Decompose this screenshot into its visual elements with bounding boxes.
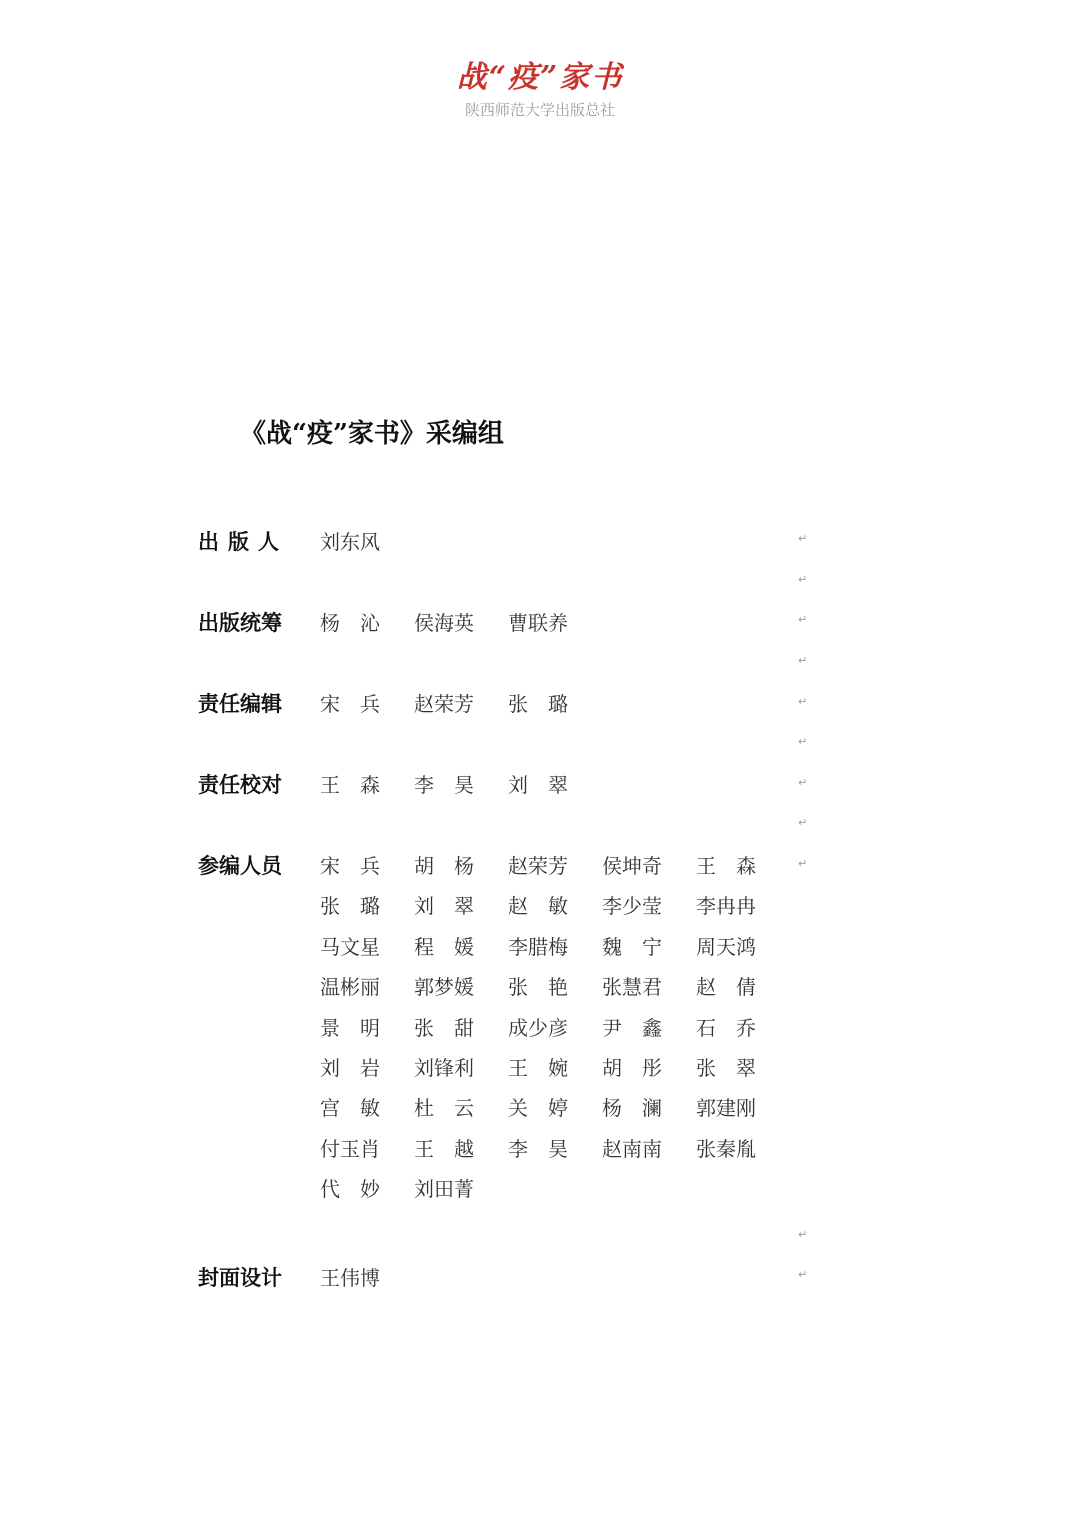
credit-name: 刘东风 xyxy=(320,530,380,554)
credit-name: 赵南南 xyxy=(602,1136,662,1161)
credit-role: 责任编辑 xyxy=(198,691,282,716)
paragraph-mark: ↵ xyxy=(798,695,808,708)
paragraph-mark: ↵ xyxy=(798,816,808,829)
credit-name: 张 甜 xyxy=(414,1015,474,1040)
credit-name: 付玉肖 xyxy=(320,1136,380,1161)
credit-role: 责任校对 xyxy=(198,772,282,797)
credit-name: 宫 敏 xyxy=(320,1096,380,1121)
credit-name: 张 艳 xyxy=(508,975,568,1000)
credit-name: 侯海英 xyxy=(414,611,474,635)
credit-name: 成少彦 xyxy=(508,1015,568,1040)
credit-name: 杨 沁 xyxy=(320,611,380,635)
credit-name: 王 森 xyxy=(696,854,756,878)
paragraph-mark: ↵ xyxy=(798,776,808,789)
paragraph-mark: ↵ xyxy=(798,857,808,870)
credit-name: 杜 云 xyxy=(414,1096,474,1121)
credit-name: 马文星 xyxy=(320,934,380,959)
credit-name: 胡 杨 xyxy=(414,854,474,878)
credit-name: 郭梦媛 xyxy=(414,975,474,1000)
credit-name: 张 璐 xyxy=(508,692,568,716)
credit-role: 封面设计 xyxy=(198,1265,282,1290)
credit-name: 赵荣芳 xyxy=(414,692,474,716)
credit-name: 代 妙 xyxy=(320,1177,380,1202)
credit-name: 赵 敏 xyxy=(508,894,568,919)
credit-name: 王 越 xyxy=(414,1136,474,1161)
credit-name: 郭建刚 xyxy=(696,1096,756,1121)
paragraph-mark: ↵ xyxy=(798,573,808,586)
paragraph-mark: ↵ xyxy=(798,654,808,667)
credit-name: 杨 澜 xyxy=(602,1096,662,1121)
credit-name: 刘 翠 xyxy=(508,773,568,797)
credit-name: 李少莹 xyxy=(602,894,662,919)
credit-name: 李腊梅 xyxy=(508,934,568,959)
paragraph-mark: ↵ xyxy=(798,1228,808,1241)
paragraph-mark: ↵ xyxy=(798,1268,808,1281)
credit-name: 李 昊 xyxy=(414,773,474,797)
paragraph-mark: ↵ xyxy=(798,613,808,626)
credit-name: 张 璐 xyxy=(320,894,380,919)
paragraph-mark: ↵ xyxy=(798,532,808,545)
credit-name: 赵荣芳 xyxy=(508,854,568,878)
credit-name: 刘田菁 xyxy=(414,1177,474,1202)
credit-name: 王 森 xyxy=(320,773,380,797)
credit-name: 关 婷 xyxy=(508,1096,568,1121)
credit-role: 参编人员 xyxy=(198,853,282,878)
page-title: 《战“疫”家书》采编组 xyxy=(240,419,504,449)
header xyxy=(0,58,1080,120)
credit-name: 侯坤奇 xyxy=(602,854,662,878)
credit-name: 宋 兵 xyxy=(320,854,380,878)
credit-name: 宋 兵 xyxy=(320,692,380,716)
paragraph-mark: ↵ xyxy=(798,735,808,748)
publisher-name: 陕西师范大学出版总社 xyxy=(464,101,615,119)
credit-name: 赵 倩 xyxy=(696,975,756,1000)
credit-name: 周天鸿 xyxy=(696,934,756,959)
credit-name: 张秦胤 xyxy=(696,1136,756,1161)
credit-name: 刘 岩 xyxy=(320,1056,380,1080)
credit-name: 温彬丽 xyxy=(320,975,380,1000)
credit-name: 李冉冉 xyxy=(696,894,756,919)
credit-name: 尹 鑫 xyxy=(602,1015,662,1040)
credit-name: 程 媛 xyxy=(414,934,474,959)
credit-name: 张 翠 xyxy=(696,1056,756,1080)
credit-name: 李 昊 xyxy=(508,1136,568,1161)
logo-text: 战“疫”家书 xyxy=(456,60,624,95)
credit-name: 刘锋利 xyxy=(414,1056,474,1080)
credit-name: 石 乔 xyxy=(696,1015,756,1040)
credit-name: 张慧君 xyxy=(602,975,662,1000)
credit-name: 胡 彤 xyxy=(602,1056,662,1080)
credit-name: 王伟博 xyxy=(320,1266,380,1290)
credit-name: 王 婉 xyxy=(508,1056,568,1080)
credit-role: 出版人 xyxy=(198,529,288,554)
credit-name: 魏 宁 xyxy=(602,934,662,959)
credit-role: 出版统筹 xyxy=(198,610,282,635)
credit-name: 刘 翠 xyxy=(414,894,474,919)
credit-name: 景 明 xyxy=(320,1015,380,1040)
credit-name: 曹联养 xyxy=(508,611,568,635)
